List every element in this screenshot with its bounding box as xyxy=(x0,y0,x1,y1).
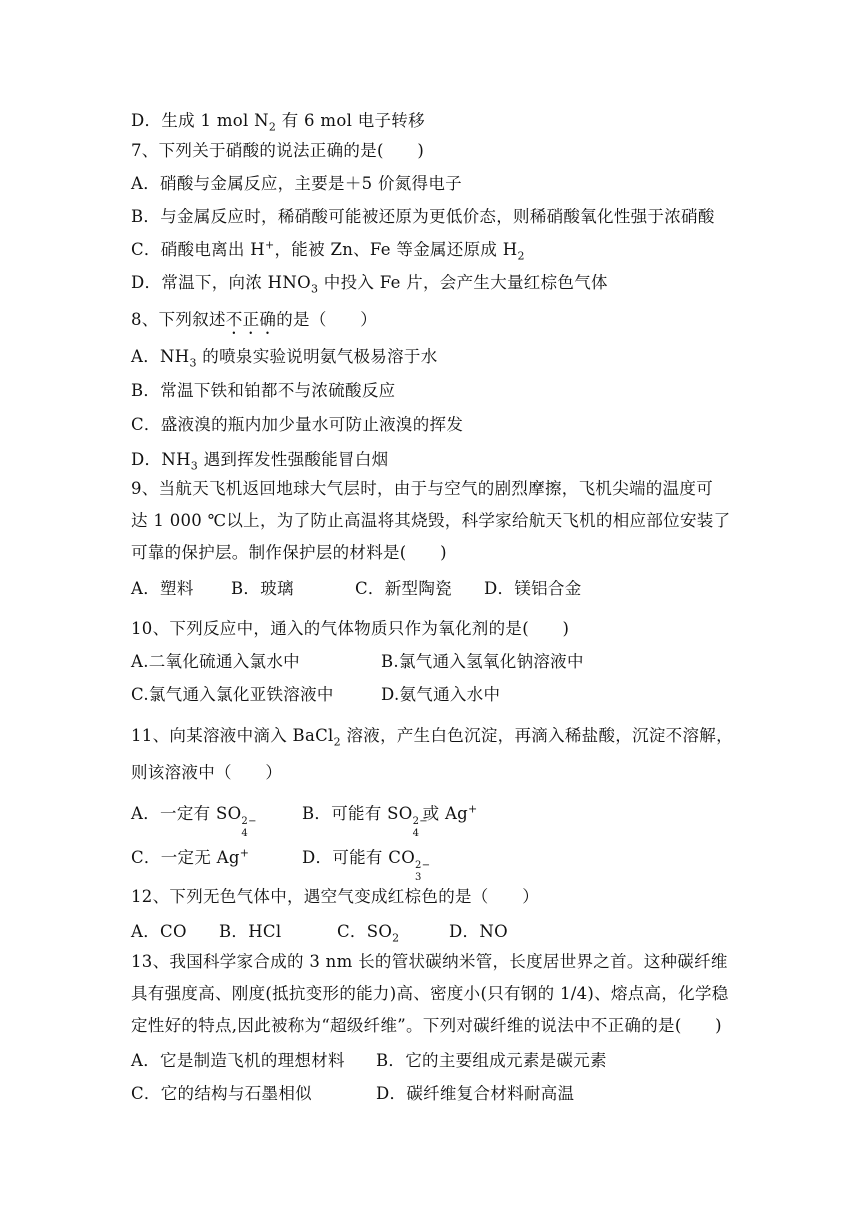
q9-stem-line1: 9、当航天飞机返回地球大气层时，由于与空气的剧烈摩擦，飞机尖端的温度可 xyxy=(131,479,713,498)
q7-option-b: B．与金属反应时，稀硝酸可能被还原为更低价态，则稀硝酸氧化性强于浓硝酸 xyxy=(131,207,715,226)
q9-stem-line3: 可靠的保护层。制作保护层的材料是( ) xyxy=(131,543,447,562)
q9-option-c: C．新型陶瓷 xyxy=(355,579,452,598)
q8-option-b: B．常温下铁和铂都不与浓硫酸反应 xyxy=(131,381,396,400)
q6-option-d: D．生成 1 mol $N_2$ 有 6 mol 电子转移 xyxy=(131,111,425,134)
q13-option-a: A．它是制造飞机的理想材料 xyxy=(131,1051,345,1070)
q11-option-b: B．可能有 SO 2− 4 或 Ag+ xyxy=(302,802,478,839)
q10-option-d: D.氨气通入水中 xyxy=(381,685,501,704)
q12-option-d: D．NO xyxy=(449,922,508,941)
q11-option-c: C．一定无 Ag+ xyxy=(131,846,250,867)
q10-stem: 10、下列反应中，通入的气体物质只作为氧化剂的是( ) xyxy=(131,619,570,638)
q8-option-d: D．$NH_3$ 遇到挥发性强酸能冒白烟 xyxy=(131,450,389,473)
q13-stem-line1: 13、我国科学家合成的 3 nm 长的管状碳纳米管，长度居世界之首。这种碳纤维 xyxy=(131,952,728,971)
q10-option-a: A.二氧化硫通入氯水中 xyxy=(131,652,300,671)
q13-stem-line3: 定性好的特点,因此被称为“超级纤维”。下列对碳纤维的说法中不正确的是( ) xyxy=(131,1016,722,1035)
q7-option-c: C．硝酸电离出 H+，能被 Zn、Fe 等金属还原成 $H_2$ xyxy=(131,238,525,263)
q8-stem: 8、下列叙述不正确的是（ ） xyxy=(131,310,378,329)
q7-stem: 7、下列关于硝酸的说法正确的是( ) xyxy=(131,141,425,160)
q13-option-b: B．它的主要组成元素是碳元素 xyxy=(376,1051,607,1070)
q12-option-b: B．HCl xyxy=(219,922,282,941)
q9-stem-line2: 达 1 000 ℃以上，为了防止高温将其烧毁，科学家给航天飞机的相应部位安装了 xyxy=(131,511,731,530)
q9-option-a: A．塑料 xyxy=(131,579,194,598)
q12-stem: 12、下列无色气体中，遇空气变成红棕色的是（ ） xyxy=(131,887,539,906)
q7-option-a: A．硝酸与金属反应，主要是＋5 价氮得电子 xyxy=(131,174,462,193)
q8-option-c: C．盛液溴的瓶内加少量水可防止液溴的挥发 xyxy=(131,415,464,434)
emphasized-not-correct: 不正确 xyxy=(225,310,277,329)
q13-option-d: D．碳纤维复合材料耐高温 xyxy=(376,1084,575,1103)
q10-option-b: B.氯气通入氢氧化钠溶液中 xyxy=(381,652,584,671)
q11-stem-line2: 则该溶液中（ ） xyxy=(131,763,283,782)
q9-option-b: B．玻璃 xyxy=(231,579,294,598)
q7-option-d: D．常温下，向浓 $HNO_3$ 中投入 Fe 片，会产生大量红棕色气体 xyxy=(131,273,608,296)
q13-stem-line2: 具有强度高、刚度(抵抗变形的能力)高、密度小(只有钢的 1/4)、熔点高，化学稳 xyxy=(131,984,729,1003)
q11-option-d: D．可能有 CO 2− 3 xyxy=(302,848,431,883)
q9-option-d: D．镁铝合金 xyxy=(484,579,582,598)
q12-option-a: A．CO xyxy=(131,922,187,941)
q12-option-c: C．$SO_2$ xyxy=(337,922,400,945)
q10-option-c: C.氯气通入氯化亚铁溶液中 xyxy=(131,685,334,704)
q8-option-a: A．$NH_3$ 的喷泉实验说明氨气极易溶于水 xyxy=(131,347,438,370)
q13-option-c: C．它的结构与石墨相似 xyxy=(131,1084,312,1103)
q11-option-a: A．一定有 SO 2− 4 xyxy=(131,804,257,839)
q11-stem-line1: 11、向某溶液中滴入 BaCl$_2$ 溶液，产生白色沉淀，再滴入稀盐酸，沉淀不溶解， xyxy=(131,726,733,749)
